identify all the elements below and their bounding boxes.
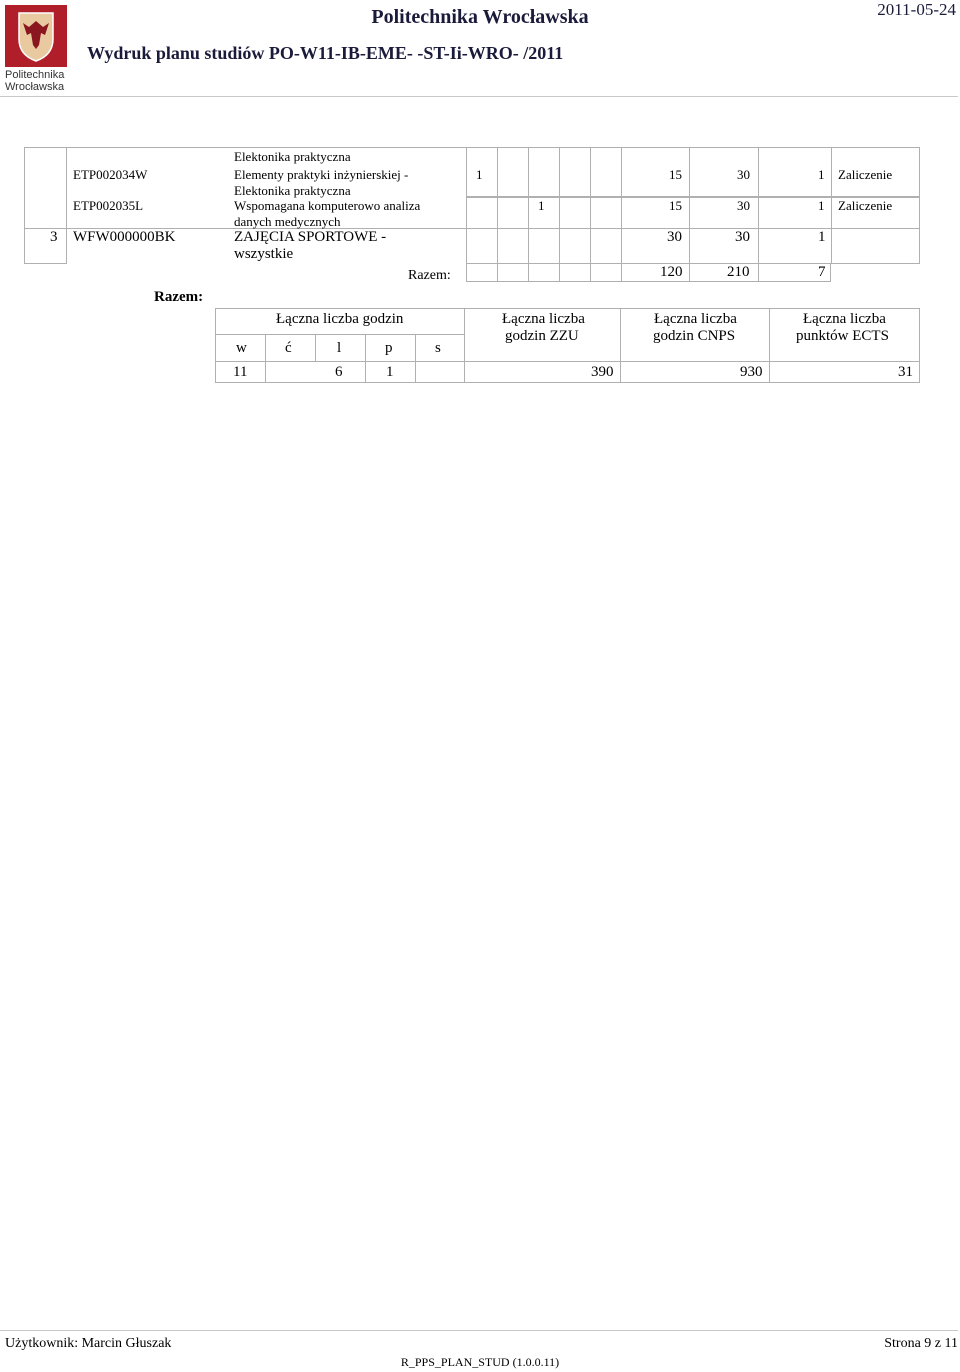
summary-value-separators [769,361,770,383]
logo-text-line1: Politechnika [5,69,65,81]
course-name-line1: Wspomagana komputerowo analiza [234,198,421,213]
summary-value-ects: 31 [898,364,913,380]
header-divider [0,96,958,97]
semester-total-label: Razem: [408,268,451,283]
grid-separators [758,147,759,264]
ects-points: 1 [818,167,825,182]
semester-total-cnps: 210 [727,264,750,280]
grid-separators [831,147,832,264]
summary-cnps-header-line1: Łączna liczba [654,311,737,327]
summary-zzu-header-line1: Łączna liczba [502,311,585,327]
grid-separators [590,147,591,264]
grid-separators [758,263,759,282]
grid-separators [621,263,622,282]
footer-user: Użytkownik: Marcin Głuszak [5,1336,172,1351]
hours-cnps: 30 [737,198,750,213]
course-name-line2: wszystkie [234,246,294,262]
hours-w: 1 [476,167,483,182]
semester-total-row [466,263,831,282]
summary-values-row [215,361,920,383]
grid-separators [689,263,690,282]
assessment-form: Zaliczenie [838,198,893,213]
summary-value-separators [265,361,266,383]
hours-zzu: 30 [667,229,682,245]
hours-zzu: 15 [669,198,682,213]
summary-ects-header-line1: Łączna liczba [803,311,886,327]
row-number-column-border [24,147,66,264]
course-code: WFW000000BK [73,229,176,245]
footer-divider [0,1330,958,1331]
grid-separators [621,147,622,264]
summary-value-c: 6 [335,364,343,380]
course-name-line1: Elementy praktyki inżynierskiej - [234,167,409,182]
hours-zzu: 15 [669,167,682,182]
grid-separators [689,147,690,264]
course-name-line2: Elektonika praktyczna [234,183,351,198]
summary-value-l: 1 [386,364,394,380]
course-code: ETP002035L [73,198,144,213]
grid-separators [559,263,560,282]
hours-l: 1 [538,198,545,213]
summary-col-c-label: ć [285,340,292,356]
plan-subtitle: Wydruk planu studiów PO-W11-IB-EME- -ST-Ii-WRO- /2011 [87,43,564,63]
summary-col-s-label: s [435,340,441,356]
hours-cnps: 30 [735,229,750,245]
summary-col-p-label: p [385,340,393,356]
semester-total-zzu: 120 [660,264,683,280]
grid-separators [497,263,498,282]
grid-separators [559,147,560,264]
ects-points: 1 [818,198,825,213]
logo-text-line2: Wrocławska [5,81,65,93]
assessment-form: Zaliczenie [838,167,893,182]
summary-cnps-header-line2: godzin CNPS [653,328,736,344]
summary-value-zzu: 390 [591,364,614,380]
summary-col-l-label: l [337,340,342,356]
summary-value-separators [464,361,465,383]
grid-separators [528,263,529,282]
course-name-line1: ZAJĘCIA SPORTOWE - [234,229,387,245]
report-code: R_PPS_PLAN_STUD (1.0.0.11) [400,1355,560,1369]
ects-points: 1 [818,229,826,245]
course-name-line2: danych medycznych [234,214,341,229]
grid-separators [590,263,591,282]
print-date: 2011-05-24 [877,0,956,19]
summary-ects-header-line2: punktów ECTS [796,328,889,344]
page-indicator: Strona 9 z 11 [884,1336,958,1351]
row-number: 3 [50,229,58,245]
logo-text [5,69,67,93]
grid-separators [497,147,498,264]
university-name: Politechnika Wrocławska [371,6,589,28]
overall-total-label: Razem: [154,289,204,305]
course-name-prev: Elektonika praktyczna [234,149,351,164]
hours-cnps: 30 [737,167,750,182]
grid-separators [528,147,529,264]
course-code: ETP002034W [73,167,148,182]
summary-hours-header-label: Łączna liczba godzin [276,311,404,327]
summary-value-separators [620,361,621,383]
summary-value-w: 11 [233,364,248,380]
semester-total-ects: 7 [818,264,826,280]
summary-zzu-header-line2: godzin ZZU [505,328,579,344]
summary-col-w-label: w [236,340,247,356]
summary-value-separators [415,361,416,383]
summary-value-separators [365,361,366,383]
grid-row-3 [466,228,920,264]
summary-value-cnps: 930 [740,364,763,380]
